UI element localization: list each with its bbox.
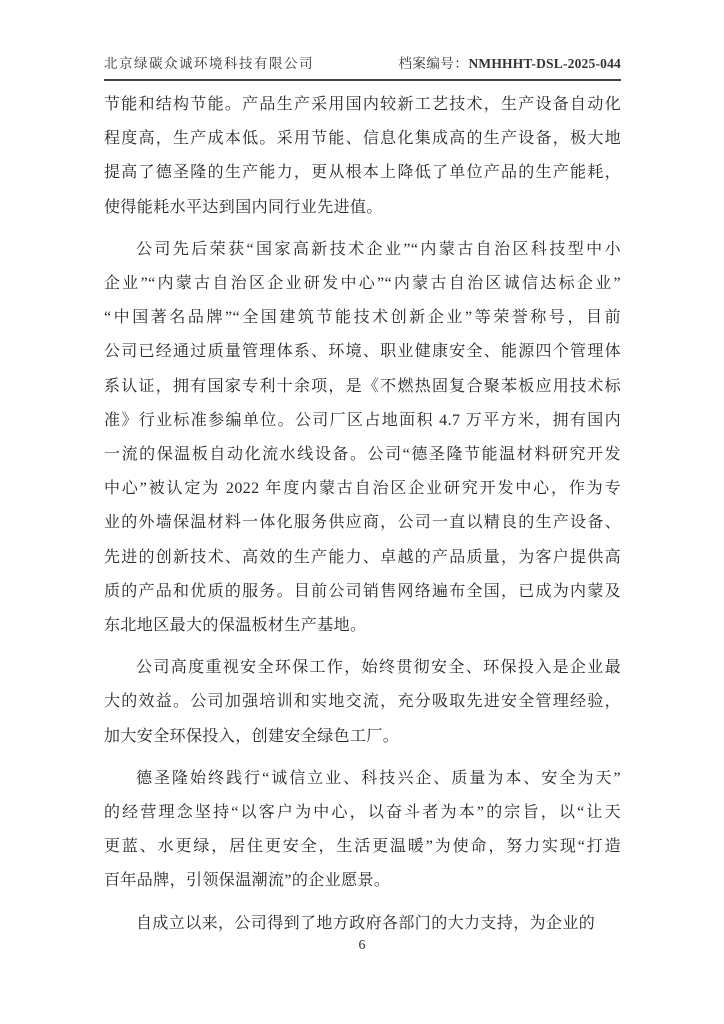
text-line: 公司先后荣获“国家高新技术企业”“内蒙古自治区科技型中小 <box>136 240 621 258</box>
header-archive-number <box>398 52 621 72</box>
page-number: 6 <box>358 938 366 953</box>
paragraph <box>104 762 621 899</box>
paragraph <box>104 907 621 941</box>
header-company-name: 北京绿碳众诚环境科技有限公司 <box>104 56 314 71</box>
text-line: 系认证，拥有国家专利十余项，是《不燃热固复合聚苯板应用技术标 <box>104 377 621 395</box>
page-header <box>104 52 621 81</box>
text-line: “中国著名品牌”“全国建筑节能技术创新企业”等荣誉称号，目前 <box>104 309 621 327</box>
text-line: 一流的保温板自动化流水线设备。公司“德圣隆节能温材料研究开发 <box>104 446 621 464</box>
text-line: 节能和结构节能。产品生产采用国内较新工艺技术，生产设备自动化 <box>104 96 621 113</box>
text-line: 百年品牌，引领保温潮流”的企业愿景。 <box>104 872 391 890</box>
text-line: 公司高度重视安全环保工作，始终贯彻安全、环保投入是企业最 <box>136 659 621 677</box>
text-line: 东北地区最大的保温板材生产基地。 <box>104 617 367 635</box>
text-line: 德圣隆始终践行“诚信立业、科技兴企、质量为本、安全为天” <box>136 769 621 787</box>
page-footer <box>0 938 724 954</box>
text-line: 自成立以来，公司得到了地方政府各部门的大力支持，为企业的 <box>136 914 596 932</box>
text-line: 大的效益。公司加强培训和实地交流，充分吸取先进安全管理经验， <box>104 693 621 711</box>
archive-number-value: NMHHHT-DSL-2025-044 <box>468 56 621 71</box>
text-line: 更蓝、水更绿，居住更安全，生活更温暖”为使命，努力实现“打造 <box>104 838 621 856</box>
text-line: 准》行业标准参编单位。公司厂区占地面积 4.7 万平方米，拥有国内 <box>104 411 621 429</box>
text-line: 程度高，生产成本低。采用节能、信息化集成高的生产设备，极大地 <box>104 130 621 148</box>
text-line: 公司已经通过质量管理体系、环境、职业健康安全、能源四个管理体 <box>104 343 621 361</box>
text-line: 质的产品和优质的服务。目前公司销售网络遍布全国，已成为内蒙及 <box>104 582 621 600</box>
paragraph <box>104 651 621 754</box>
document-body <box>104 88 621 949</box>
text-line: 业的外墙保温材料一体化服务供应商，公司一直以精良的生产设备、 <box>104 514 621 532</box>
text-line: 中心”被认定为 2022 年度内蒙古自治区企业研究开发中心，作为专 <box>104 480 621 498</box>
text-line: 的经营理念坚持“以客户为中心，以奋斗者为本”的宗旨，以“让天 <box>104 804 621 822</box>
paragraph <box>104 88 621 225</box>
paragraph <box>104 233 621 643</box>
text-line: 加大安全环保投入，创建安全绿色工厂。 <box>104 727 400 745</box>
text-line: 使得能耗水平达到国内同行业先进值。 <box>104 198 383 216</box>
archive-label: 档案编号： <box>398 56 469 71</box>
text-line: 提高了德圣隆的生产能力，更从根本上降低了单位产品的生产能耗， <box>104 164 621 182</box>
text-line: 先进的创新技术、高效的生产能力、卓越的产品质量，为客户提供高 <box>104 548 621 566</box>
text-line: 企业”“内蒙古自治区企业研发中心”“内蒙古自治区诚信达标企业” <box>104 275 621 293</box>
